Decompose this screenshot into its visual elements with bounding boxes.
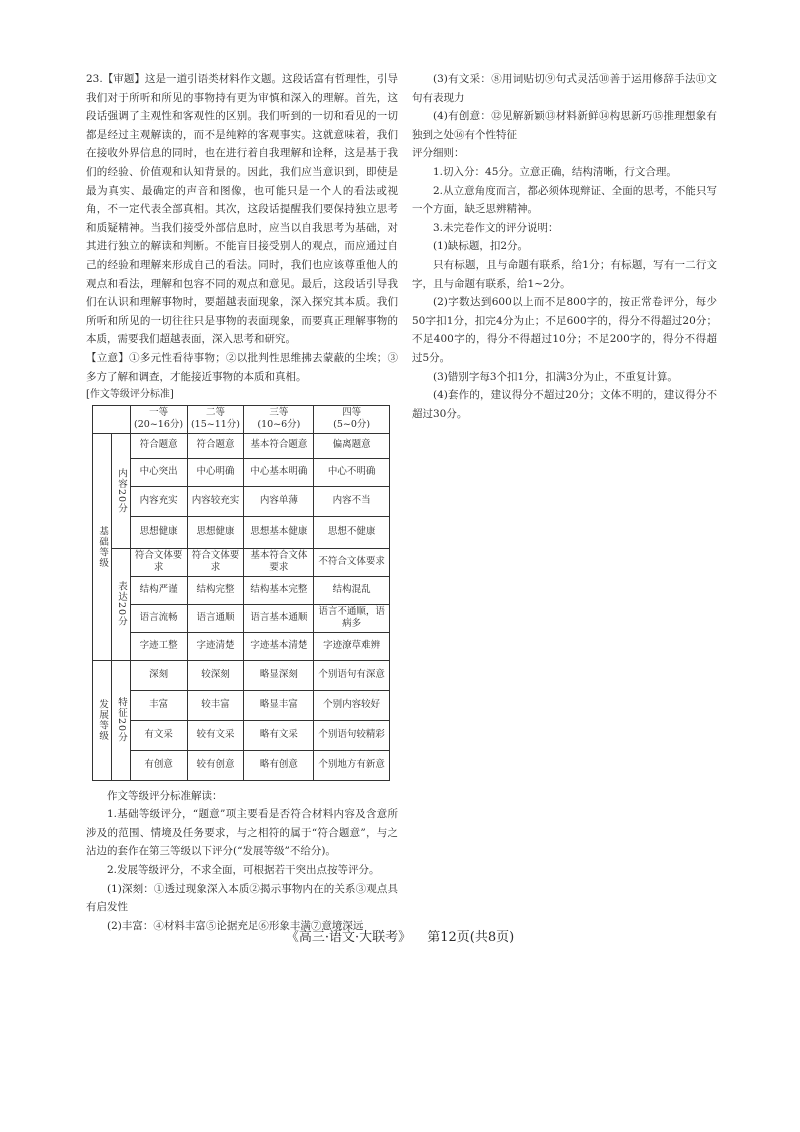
table-cell	[187, 405, 244, 433]
table-cell: 思想健康	[187, 516, 244, 548]
feature-label: 特征20分	[111, 660, 130, 780]
table-cell: 个别地方有新意	[314, 750, 390, 780]
left-column	[86, 70, 398, 935]
detail-3: 3.未完卷作文的评分说明：	[433, 221, 559, 234]
table-cell: 符合题意	[130, 433, 187, 458]
table-cell: 有创意	[130, 750, 187, 780]
detail-5: 只有标题，且与命题有联系，给1分；有标题，写有一二行文字，且与命题有联系，给1~2分。	[412, 258, 717, 290]
table-cell	[93, 405, 131, 433]
table-header-text: 三等	[269, 406, 289, 418]
table-cell: 结构混乱	[314, 576, 390, 604]
table-cell: 基本符合题意	[244, 433, 314, 458]
table-cell: 深刻	[130, 660, 187, 690]
detail-1: 1.切入分：45分。立意正确，结构清晰，行文合理。	[433, 165, 677, 178]
interp-4: (2)丰富：④材料丰富⑤论据充足⑥形象丰满⑦意境深远	[107, 919, 364, 932]
criteria-4: (4)有创意：⑫见解新颖⑬材料新鲜⑭构思新巧⑮推理想象有独到之处⑯有个性特征	[412, 110, 717, 141]
table-cell	[244, 405, 314, 433]
table-cell: 思想健康	[130, 516, 187, 548]
table-cell: 较丰富	[187, 690, 244, 720]
table-cell: 中心明确	[187, 458, 244, 486]
table-cell: 较有文采	[187, 720, 244, 750]
detail-title: 评分细则：	[412, 147, 465, 160]
table-cell: 中心不明确	[314, 458, 390, 486]
table-header-text: (5~0分)	[333, 419, 371, 431]
detail-8: (4)套作的，建议得分不超过20分；文体不明的，建议得分不超过30分。	[412, 389, 717, 420]
table-cell: 略显丰富	[244, 690, 314, 720]
express-label: 表达20分	[111, 548, 130, 660]
analysis-paragraph: 23.【审题】这是一道引语类材料作文题。这段话富有哲理性，引导我们对于所听和所见的事物持有更为审慎和深入的理解。首先，这段话强调了主观性和客观性的区别。我们听到的一切和看见的一切都是经过主观解读的，而不是纯粹的客观事实。这就意味着，我们在接收外界信息的同时，也在进行着自我理解和诠释，这是基于我们的经验、价值观和认知背景的。因此，我们应当意识到，即使是最为真实、最确定的声音和图像，也可能只是一个人的看法或视角，不一定代表全部真相。其次，这段话提醒我们要保持独立思考和质疑精神。当我们接受外部信息时，应当以自我思考为基础，对其进行独立的解读和判断。不能盲目接受别人的观点，而应通过自己的经验和理解来形成自己的看法。同时，我们也应该尊重他人的观点和看法，理解和包容不同的观点和意见。最后，这段话引导我们在认识和理解事物时，要超越表面现象，深入探究其本质。我们所听和所见的一切往往只是事物的表面现象，而要真正理解事物的本质，需要我们超越表面，深入思考和研究。	[86, 73, 398, 346]
interp-2: 2.发展等级评分，不求全面，可根据若干突出点按等评分。	[107, 864, 380, 877]
table-cell: 较深刻	[187, 660, 244, 690]
table-cell: 有文采	[130, 720, 187, 750]
table-cell: 中心基本明确	[244, 458, 314, 486]
base-level-label: 基础等级	[93, 433, 112, 660]
table-cell: 字迹基本清楚	[244, 632, 314, 660]
detail-2: 2.从立意角度而言，都必须体现辩证、全面的思考，不能只写一个方面，缺乏思辨精神。	[412, 184, 717, 216]
table-cell: 语言不通顺，语病多	[314, 604, 390, 632]
table-cell: 字迹清楚	[187, 632, 244, 660]
table-cell: 丰富	[130, 690, 187, 720]
table-cell: 语言基本通顺	[244, 604, 314, 632]
interp-3: (1)深刻：①透过现象深入本质②揭示事物内在的关系③观点具有启发性	[86, 882, 398, 914]
table-cell: 内容单薄	[244, 486, 314, 516]
footer-page: 第12页(共8页)	[427, 930, 515, 945]
table-cell: 不符合文体要求	[314, 548, 390, 576]
content-label: 内容20分	[111, 433, 130, 548]
table-header-text: 一等	[149, 406, 169, 418]
table-cell: 思想基本健康	[244, 516, 314, 548]
dev-level-label: 发展等级	[93, 660, 112, 780]
table-cell: 中心突出	[130, 458, 187, 486]
table-cell: 个别语句较精彩	[314, 720, 390, 750]
table-cell: 内容较充实	[187, 486, 244, 516]
table-cell: 基本符合文体要求	[244, 548, 314, 576]
table-cell	[314, 405, 390, 433]
table-header-text: (15~11分)	[190, 419, 241, 431]
detail-7: (3)错别字每3个扣1分，扣满3分为止，不重复计算。	[433, 370, 678, 383]
table-cell: 符合题意	[187, 433, 244, 458]
table-header-text: (20~16分)	[134, 419, 184, 431]
table-cell: 内容充实	[130, 486, 187, 516]
table-cell: 符合文体要求	[130, 548, 187, 576]
table-header-text: 二等	[205, 406, 225, 418]
table-cell	[130, 405, 187, 433]
detail-4: (1)缺标题，扣2分。	[433, 240, 529, 253]
table-cell: 略有创意	[244, 750, 314, 780]
table-caption: [作文等级评分标准]	[86, 389, 174, 401]
table-cell: 略显深刻	[244, 660, 314, 690]
criteria-3: (3)有文采：⑧用词贴切⑨句式灵活⑩善于运用修辞手法⑪文句有表现力	[412, 73, 717, 104]
grading-table	[92, 405, 390, 781]
table-cell: 思想不健康	[314, 516, 390, 548]
interp-title: 作文等级评分标准解读：	[107, 789, 223, 802]
interp-1: 1.基础等级评分，“题意”项主要看是否符合材料内容及含意所涉及的范围、情境及任务要求，与之相符的属于“符合题意”，与之沾边的套作在第三等级以下评分(“发展等级”不给分)。	[86, 808, 398, 858]
table-cell: 结构严谨	[130, 576, 187, 604]
table-cell: 字迹工整	[130, 632, 187, 660]
footer-title: 《高三·语文·大联考》	[285, 930, 412, 945]
table-header-text: (10~6分)	[257, 419, 301, 431]
detail-6: (2)字数达到600以上而不足800字的，按正常卷评分，每少50字扣1分，扣完4分为止；不足600字的，得分不得超过20分；不足400字的，得分不得超过10分；不足200字的，得分不得超过5分。	[412, 296, 717, 364]
table-cell: 结构完整	[187, 576, 244, 604]
table-header-text: 四等	[342, 406, 362, 418]
table-cell: 较有创意	[187, 750, 244, 780]
table-cell: 个别内容较好	[314, 690, 390, 720]
table-cell: 偏离题意	[314, 433, 390, 458]
table-cell: 内容不当	[314, 486, 390, 516]
table-cell: 语言流畅	[130, 604, 187, 632]
lidian-paragraph: 【立意】①多元性看待事物；②以批判性思维拂去蒙蔽的尘埃；③多方了解和调查，才能接近事物的本质和真相。	[86, 351, 398, 383]
table-cell: 符合文体要求	[187, 548, 244, 576]
table-cell: 语言通顺	[187, 604, 244, 632]
table-cell: 个别语句有深意	[314, 660, 390, 690]
table-cell: 字迹潦草难辨	[314, 632, 390, 660]
page-footer	[0, 926, 800, 945]
right-column	[412, 70, 717, 423]
table-cell: 略有文采	[244, 720, 314, 750]
table-cell: 结构基本完整	[244, 576, 314, 604]
